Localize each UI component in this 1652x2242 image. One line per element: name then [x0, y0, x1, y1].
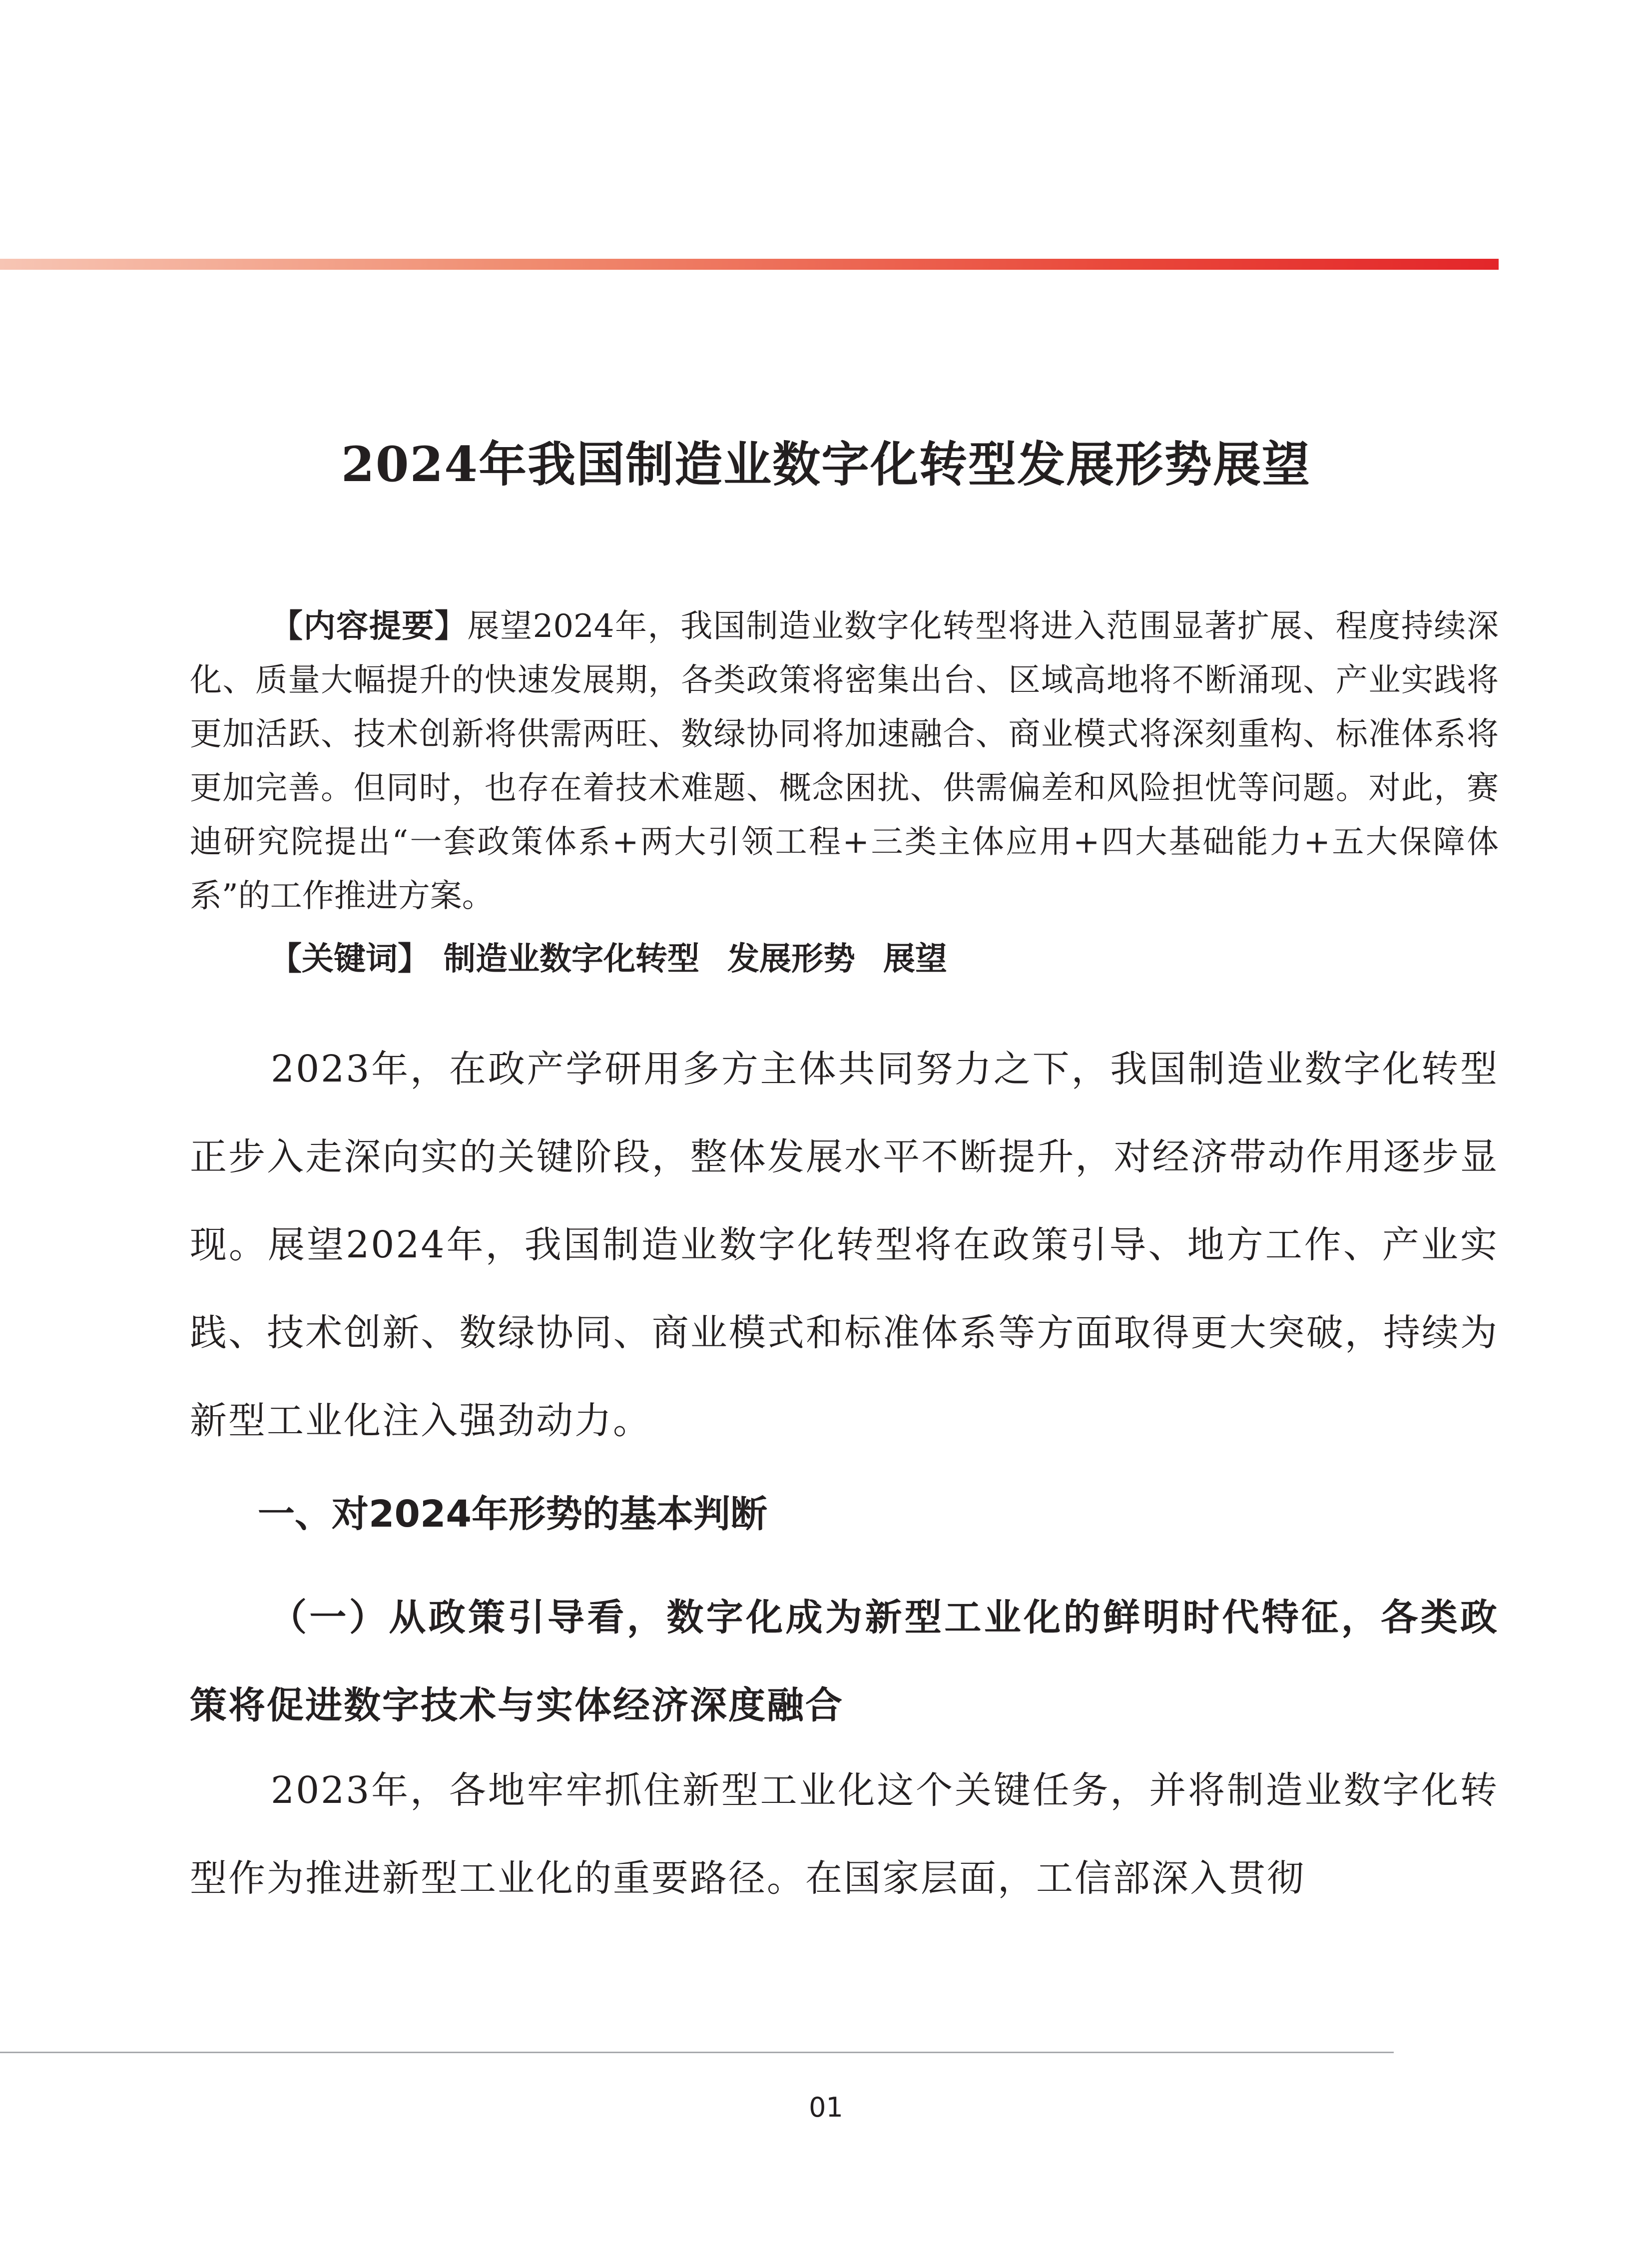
keywords-label: 【关键词】	[270, 941, 430, 978]
abstract-paragraph	[190, 599, 1499, 923]
document-title: 2024年我国制造业数字化转型发展形势展望	[341, 436, 1311, 493]
page-number: 01	[809, 2092, 843, 2123]
section-heading: 一、对2024年形势的基本判断	[258, 1493, 767, 1536]
keyword-term: 制造业数字化转型	[444, 941, 699, 978]
footer-divider	[0, 2052, 1394, 2053]
intro-paragraph: 2023年，在政产学研用多方主体共同努力之下，我国制造业数字化转型正步入走深向实的关键阶段，整体发展水平不断提升，对经济带动作用逐步显现。展望2024年，我国制造业数字化转型将在政策引导、地方工作、产业实践、技术创新、数绿协同、商业模式和标准体系等方面取得更大突破，持续为新型工业化注入强劲动力。	[190, 1048, 1499, 1442]
abstract-label: 【内容提要】	[271, 608, 468, 645]
body-section-policy	[190, 1746, 1499, 1922]
subsection-heading: （一）从政策引导看，数字化成为新型工业化的鲜明时代特征，各类政策将促进数字技术与实体经济深度融合	[190, 1596, 1499, 1727]
keywords-line	[270, 932, 947, 986]
abstract-text: 展望2024年，我国制造业数字化转型将进入范围显著扩展、程度持续深化、质量大幅提升的快速发展期，各类政策将密集出台、区域高地将不断涌现、产业实践将更加活跃、技术创新将供需两旺、数绿协同将加速融合、商业模式将深刻重构、标准体系将更加完善。但同时，也存在着技术难题、概念困扰、供需偏差和风险担忧等问题。对此，赛迪研究院提出“一套政策体系+两大引领工程+三类主体应用+四大基础能力+五大保障体系”的工作推进方案。	[190, 608, 1499, 915]
header-accent-bar	[0, 259, 1499, 270]
body-section-intro	[190, 1025, 1499, 1465]
keyword-term: 发展形势	[727, 941, 855, 978]
keyword-term: 展望	[883, 941, 947, 978]
subsection-paragraph: 2023年，各地牢牢抓住新型工业化这个关键任务，并将制造业数字化转型作为推进新型工业化的重要路径。在国家层面，工信部深入贯彻	[190, 1769, 1499, 1900]
abstract-block	[190, 599, 1499, 923]
